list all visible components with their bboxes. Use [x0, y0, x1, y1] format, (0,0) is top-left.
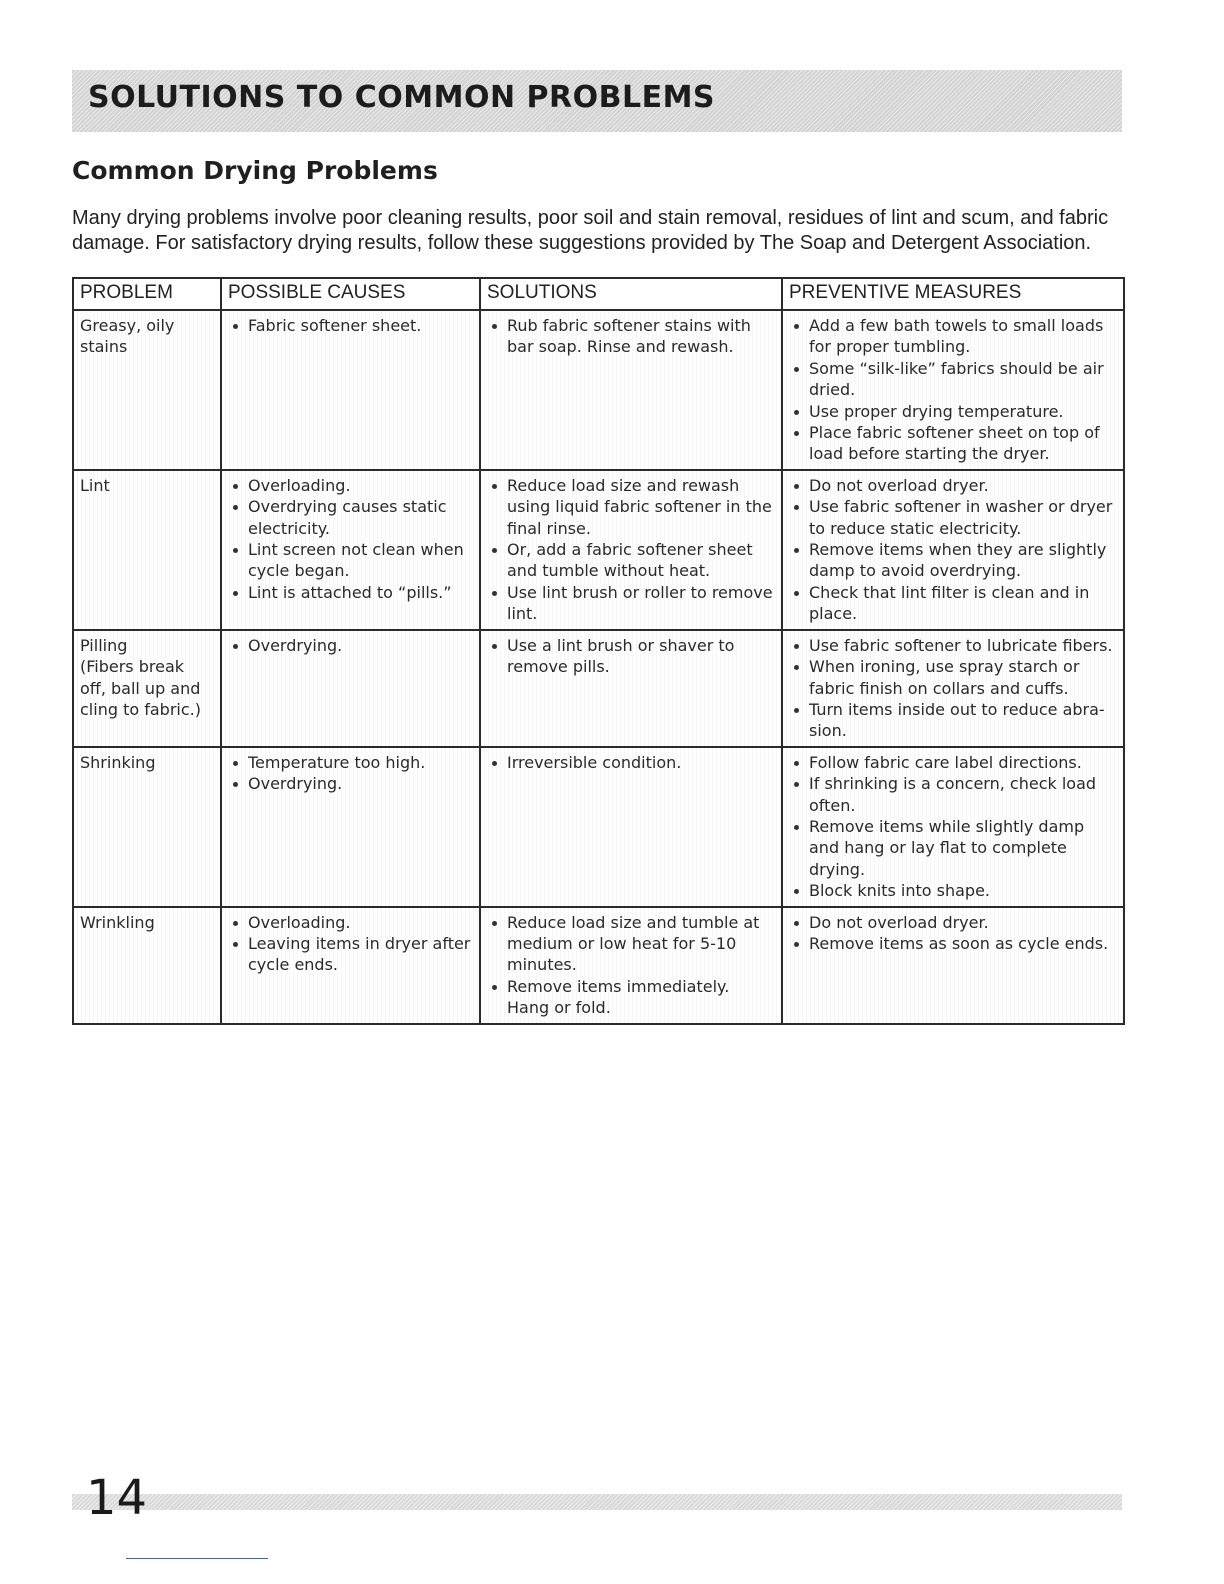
list-item: Overloading.	[228, 475, 473, 496]
list-item: Use a lint brush or shaver to remove pills.	[487, 635, 775, 678]
list-item: Turn items inside out to reduce abra-sion.	[789, 699, 1117, 742]
list-item: Add a few bath towels to small loads for proper tumbling.	[789, 315, 1117, 358]
intro-paragraph: Many drying problems involve poor cleaning results, poor soil and stain removal, residues of lint and scum, and fabric damage. For satisfactory drying results, follow these suggestions provided by The Soap and Detergent Association.	[72, 207, 1109, 254]
list-item: When ironing, use spray starch or fabric finish on collars and cuffs.	[789, 656, 1117, 699]
problem-cell	[73, 630, 221, 747]
header-possible-causes: POSSIBLE CAUSES	[221, 278, 480, 310]
header-preventive-measures: PREVENTIVE MEASURES	[782, 278, 1124, 310]
solutions-cell	[480, 470, 782, 630]
table-header-row	[73, 278, 1124, 310]
problem-cell	[73, 310, 221, 470]
table-row	[73, 310, 1124, 470]
list-item: Lint is attached to “pills.”	[228, 582, 473, 603]
list-item: If shrinking is a concern, check load often.	[789, 773, 1117, 816]
header-problem: PROBLEM	[73, 278, 221, 310]
list-item: Overdrying.	[228, 773, 473, 794]
list-item: Reduce load size and rewash using liquid fabric softener in the final rinse.	[487, 475, 775, 539]
list-item: Block knits into shape.	[789, 880, 1117, 901]
page-number: 14	[86, 1470, 148, 1526]
causes-cell	[221, 630, 480, 747]
problem-line: (Fibers break	[80, 657, 185, 677]
list-item: Do not overload dryer.	[789, 912, 1117, 933]
causes-cell	[221, 310, 480, 470]
solutions-cell	[480, 747, 782, 907]
list-item: Leaving items in dryer after cycle ends.	[228, 933, 473, 976]
solutions-cell	[480, 310, 782, 470]
list-item: Irreversible condition.	[487, 752, 775, 773]
problem-cell	[73, 747, 221, 907]
problem-cell	[73, 907, 221, 1024]
header-solutions: SOLUTIONS	[480, 278, 782, 310]
list-item: Rub fabric softener stains with bar soap. Rinse and rewash.	[487, 315, 775, 358]
page-title: SOLUTIONS TO COMMON PROBLEMS	[88, 80, 716, 115]
problem-line: Lint	[80, 475, 110, 495]
problem-line: Wrinkling	[80, 912, 155, 932]
list-item: Remove items immediately. Hang or fold.	[487, 976, 775, 1019]
causes-cell	[221, 907, 480, 1024]
list-item: Place fabric softener sheet on top of load before starting the dryer.	[789, 422, 1117, 465]
list-item: Reduce load size and tumble at medium or low heat for 5-10 minutes.	[487, 912, 775, 976]
title-banner	[72, 70, 1122, 132]
problem-line: Greasy, oily	[80, 316, 175, 335]
footer-bar	[72, 1494, 1122, 1510]
solutions-cell	[480, 630, 782, 747]
list-item: Use proper drying temperature.	[789, 401, 1117, 422]
list-item: Check that lint filter is clean and in place.	[789, 582, 1117, 625]
table-row	[73, 747, 1124, 907]
solutions-cell	[480, 907, 782, 1024]
problem-line: Pilling	[80, 635, 128, 655]
preventive-cell	[782, 907, 1124, 1024]
preventive-cell	[782, 747, 1124, 907]
list-item: Lint screen not clean when cycle began.	[228, 539, 473, 582]
list-item: Use fabric softener in washer or dryer to reduce static electricity.	[789, 496, 1117, 539]
list-item: Do not overload dryer.	[789, 475, 1117, 496]
list-item: Remove items when they are slightly damp to avoid overdrying.	[789, 539, 1117, 582]
list-item: Overdrying causes static electricity.	[228, 496, 473, 539]
list-item: Remove items while slightly damp and hang or lay flat to complete drying.	[789, 816, 1117, 880]
list-item: Follow fabric care label directions.	[789, 752, 1117, 773]
problem-line: cling to fabric.)	[80, 699, 201, 719]
problem-line: off, ball up and	[80, 678, 201, 698]
problem-line: Shrinking	[80, 752, 156, 772]
list-item: Temperature too high.	[228, 752, 473, 773]
list-item: Overloading.	[228, 912, 473, 933]
list-item: Overdrying.	[228, 635, 473, 656]
preventive-cell	[782, 310, 1124, 470]
table-row	[73, 630, 1124, 747]
list-item: Or, add a fabric softener sheet and tumble without heat.	[487, 539, 775, 582]
section-title: Common Drying Problems	[72, 156, 438, 185]
preventive-cell	[782, 630, 1124, 747]
problem-cell	[73, 470, 221, 630]
causes-cell	[221, 470, 480, 630]
list-item: Some “silk-like” fabrics should be air dried.	[789, 358, 1117, 401]
preventive-cell	[782, 470, 1124, 630]
table-row	[73, 907, 1124, 1024]
list-item: Fabric softener sheet.	[228, 315, 473, 336]
list-item: Use fabric softener to lubricate fibers.	[789, 635, 1117, 656]
problem-line: stains	[80, 337, 128, 357]
list-item: Remove items as soon as cycle ends.	[789, 933, 1117, 954]
table-row	[73, 470, 1124, 630]
causes-cell	[221, 747, 480, 907]
problems-table	[72, 277, 1125, 1025]
list-item: Use lint brush or roller to remove lint.	[487, 582, 775, 625]
footer-rule	[126, 1558, 268, 1559]
